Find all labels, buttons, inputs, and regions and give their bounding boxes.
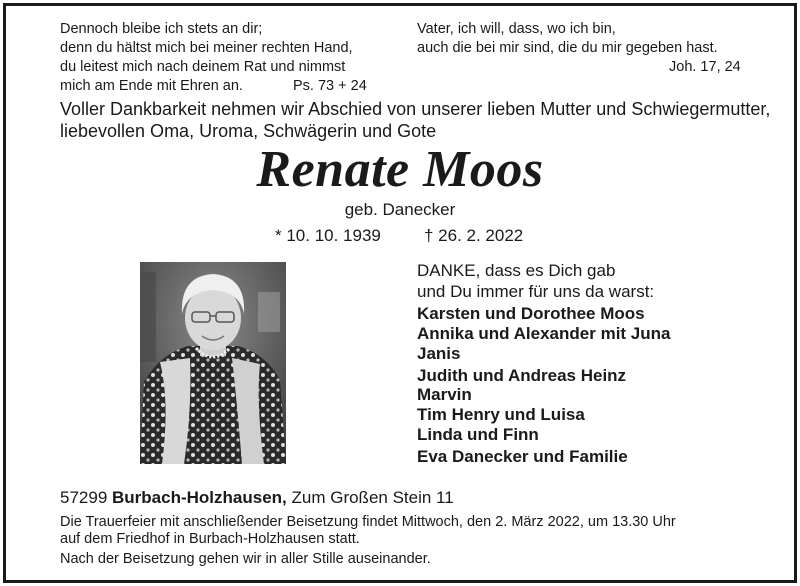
thanks-line-1: DANKE, dass es Dich gab (417, 261, 616, 280)
family-member: Eva Danecker und Familie (417, 447, 628, 466)
family-member: Marvin (417, 385, 472, 404)
death-date: † 26. 2. 2022 (424, 226, 524, 245)
service-line-2: auf dem Friedhof in Burbach-Holzhausen statt. (60, 531, 360, 547)
thanks-line-2: und Du immer für uns da warst: (417, 282, 655, 301)
verse-left-line: denn du hältst mich bei meiner rechten Hand, (60, 40, 353, 56)
portrait-photo (140, 262, 286, 464)
verse-right-reference: Joh. 17, 24 (669, 59, 741, 75)
verse-left-reference: Ps. 73 + 24 (293, 78, 367, 94)
deceased-name: Renate Moos (256, 141, 544, 198)
intro-line-1: Voller Dankbarkeit nehmen wir Abschied von unserer lieben Mutter und Schwiegermutter, (60, 99, 771, 119)
birth-date: * 10. 10. 1939 (275, 226, 381, 245)
service-line-1: Die Trauerfeier mit anschließender Beisetzung findet Mittwoch, den 2. März 2022, um 13.30 Uhr (60, 514, 676, 530)
verse-right-line: Vater, ich will, dass, wo ich bin, (417, 21, 616, 37)
family-member: Karsten und Dorothee Moos (417, 304, 645, 323)
address-town: Burbach-Holzhausen, (112, 488, 287, 507)
maiden-name: geb. Danecker (344, 200, 456, 219)
intro-line-2: liebevollen Oma, Uroma, Schwägerin und Gote (60, 121, 437, 141)
family-member: Linda und Finn (417, 425, 539, 444)
address (60, 488, 454, 508)
portrait-illustration (140, 262, 286, 464)
service-line-3: Nach der Beisetzung gehen wir in aller Stille auseinander. (60, 551, 431, 567)
verse-right-line: auch die bei mir sind, die du mir gegeben hast. (417, 40, 718, 56)
verse-left-line: Dennoch bleibe ich stets an dir; (60, 21, 263, 37)
family-member: Tim Henry und Luisa (417, 405, 585, 424)
address-street: Zum Großen Stein 11 (291, 488, 454, 507)
address-zip: 57299 (60, 488, 108, 507)
verse-left-line: du leitest mich nach deinem Rat und nimmst (60, 59, 346, 75)
verse-left-line: mich am Ende mit Ehren an. (60, 78, 243, 94)
family-member: Judith und Andreas Heinz (417, 366, 627, 385)
family-member: Janis (417, 344, 461, 363)
verse-left (60, 20, 390, 98)
verse-right (417, 20, 747, 80)
family-member: Annika und Alexander mit Juna (417, 324, 671, 343)
